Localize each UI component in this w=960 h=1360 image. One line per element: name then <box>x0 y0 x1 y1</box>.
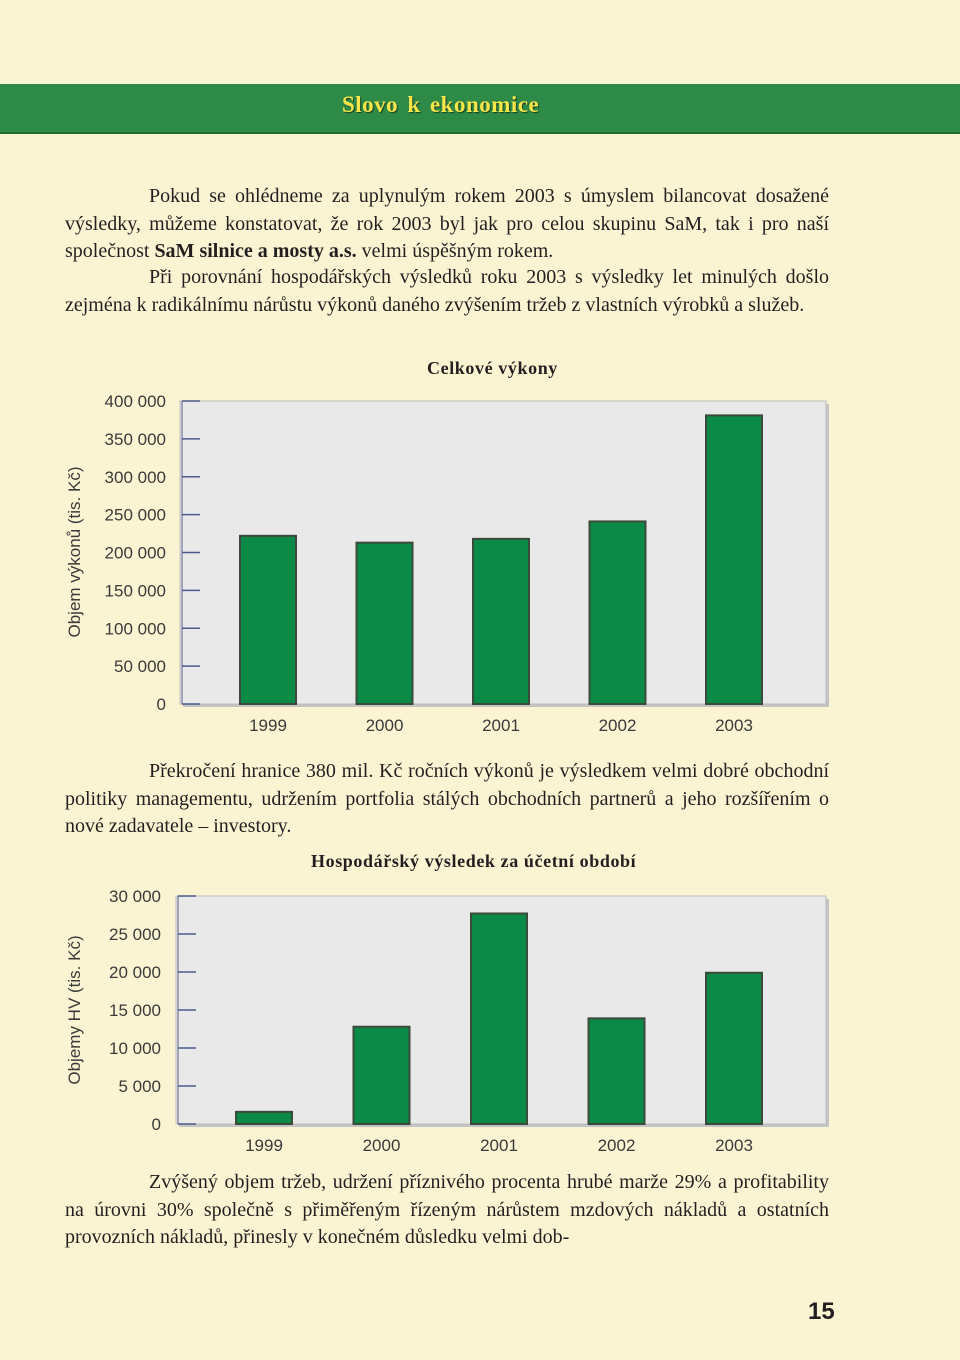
paragraph-intro-text-a: Pokud se ohlédneme za uplynulým rokem 2003 s úmyslem bilancovat dosažené výsledky, můžeme konstatovat, že rok 2003 byl jak pro celou skupinu SaM, tak i pro naší společnost <box>65 185 829 262</box>
bar-2001 <box>471 913 527 1124</box>
bar-2003 <box>706 973 762 1124</box>
page-number: 15 <box>808 1298 835 1325</box>
x-tick-label: 2000 <box>365 716 404 735</box>
x-tick-label: 2003 <box>715 1136 753 1155</box>
paragraph-threshold-text: Překročení hranice 380 mil. Kč ročních výkonů je výsledkem velmi dobré obchodní politiky managementu, udržením portfolia stálých obchodních partnerů a jeho rozšířením o nové zadavatele – investory. <box>65 760 829 837</box>
y-tick-label: 350 000 <box>104 429 166 449</box>
x-tick-label: 2002 <box>597 1136 636 1155</box>
y-axis-label: Objem výkonů (tis. Kč) <box>65 466 84 638</box>
section-title: Slovo k ekonomice <box>342 92 540 117</box>
y-tick-label: 5 000 <box>118 1077 161 1096</box>
y-tick-label: 150 000 <box>104 581 166 601</box>
y-tick-label: 250 000 <box>104 505 166 525</box>
y-tick-label: 20 000 <box>109 963 161 982</box>
y-tick-label: 300 000 <box>104 467 166 487</box>
bar-2002 <box>589 1018 645 1124</box>
y-tick-label: 50 000 <box>114 657 166 677</box>
y-tick-label: 30 000 <box>109 887 161 906</box>
y-tick-label: 200 000 <box>104 543 166 563</box>
bar-2000 <box>354 1027 410 1124</box>
y-tick-label: 15 000 <box>109 1001 161 1020</box>
x-tick-label: 2000 <box>362 1136 401 1155</box>
x-tick-label: 1999 <box>249 716 287 735</box>
y-tick-label: 0 <box>156 695 166 714</box>
y-axis-label: Objemy HV (tis. Kč) <box>65 935 84 1085</box>
x-tick-label: 2001 <box>482 716 520 735</box>
x-tick-label: 2003 <box>715 716 753 735</box>
y-tick-label: 10 000 <box>109 1039 161 1058</box>
bar-1999 <box>236 1112 292 1124</box>
paragraph-comparison-text: Při porovnání hospodářských výsledků roku 2003 s výsledky let minulých došlo zejména k radikálnímu nárůstu výkonů daného zvýšením tržeb z vlastních výrobků a služeb. <box>65 266 829 316</box>
paragraph-revenue-text: Zvýšený objem tržeb, udržení příznivého procenta hrubé marže 29% a profitability na úrovni 30% společně s přiměřeným řízeným nárůstem mzdových nákladů a ostatních provozních nákladů, přinesly v konečném důsledku velmi dob- <box>65 1171 829 1248</box>
company-name: SaM silnice a mosty a.s. <box>154 240 357 262</box>
y-tick-label: 400 000 <box>104 392 166 411</box>
x-tick-label: 1999 <box>245 1136 283 1155</box>
y-tick-label: 100 000 <box>104 619 166 639</box>
y-tick-label: 0 <box>151 1115 161 1134</box>
x-tick-label: 2002 <box>598 716 637 735</box>
chart1-title: Celkové výkony <box>427 358 558 378</box>
chart2-title: Hospodářský výsledek za účetní období <box>311 851 637 871</box>
paragraph-revenue <box>65 1169 829 1252</box>
y-tick-label: 25 000 <box>109 925 161 944</box>
x-tick-label: 2001 <box>480 1136 518 1155</box>
paragraph-intro-text-b: velmi úspěšným rokem. <box>356 240 554 262</box>
